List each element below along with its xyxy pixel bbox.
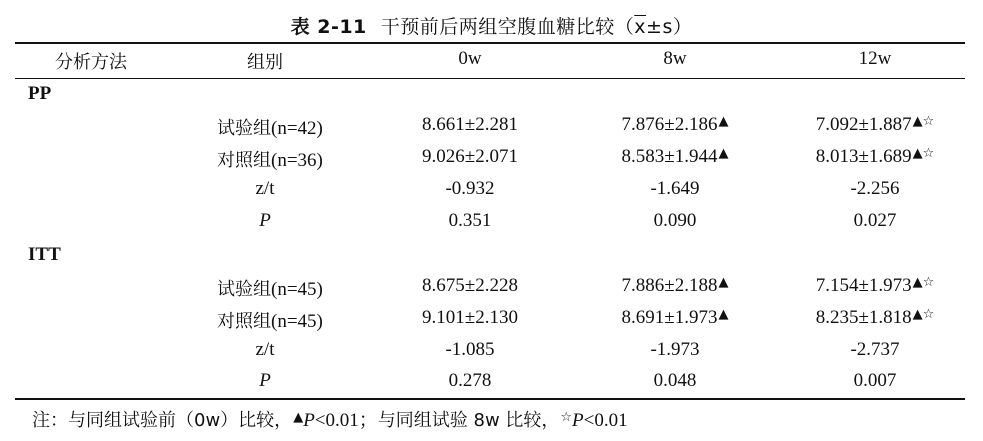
group-label [217, 146, 342, 172]
stat-label: P [259, 370, 271, 391]
table-row [15, 178, 965, 206]
group-name: 试验组 [217, 118, 271, 139]
group-n: (n=45) [271, 311, 323, 332]
top-rule [15, 42, 965, 44]
value-8w: 8.691±1.973 [621, 307, 718, 328]
header-rule [15, 78, 965, 79]
footnote-p2: P [572, 410, 584, 431]
bottom-rule [15, 398, 965, 400]
section-label-itt: ITT [28, 244, 61, 265]
footnote-cond1: <0.01； [314, 410, 378, 431]
triangle-star-mark-icon: ▲☆ [912, 114, 935, 129]
value-8w-wrap [622, 307, 729, 329]
value-8w: 0.048 [653, 370, 697, 391]
triangle-star-mark-icon: ▲☆ [912, 275, 935, 290]
group-label [217, 307, 342, 333]
value-12w-wrap [816, 275, 935, 297]
table-row [15, 307, 965, 335]
value-12w-wrap [816, 114, 935, 136]
group-n: (n=45) [271, 279, 323, 300]
value-12w: -2.256 [850, 178, 900, 199]
header-group: 组别 [247, 52, 283, 73]
table-number: 表 2-11 [290, 16, 367, 38]
triangle-star-mark-icon: ▲☆ [912, 146, 935, 161]
table-row [15, 370, 965, 398]
triangle-mark-icon: ▲ [718, 114, 729, 129]
triangle-star-mark-icon: ▲☆ [912, 307, 935, 322]
value-8w: -1.649 [650, 178, 700, 199]
value-12w: -2.737 [850, 339, 900, 360]
value-0w: -0.932 [445, 178, 495, 199]
value-0w: 9.101±2.130 [422, 307, 518, 328]
value-8w-wrap [622, 146, 729, 168]
table-row [15, 339, 965, 367]
group-label [217, 275, 342, 301]
value-0w: 8.661±2.281 [422, 114, 518, 135]
footnote-p1: P [303, 410, 315, 431]
table-title-prefix: 干预前后两组空腹血糖比较（ [380, 16, 635, 38]
stat-label: P [259, 210, 271, 231]
table-title [381, 16, 693, 38]
footnote-part2: 与同组试验 8w 比较， [377, 410, 560, 431]
star-mark-icon: ☆ [560, 410, 573, 425]
value-0w: 8.675±2.228 [422, 275, 518, 296]
value-12w: 7.154±1.973 [815, 275, 912, 296]
value-12w: 7.092±1.887 [815, 114, 912, 135]
table-row [15, 114, 965, 142]
value-0w: -1.085 [445, 339, 495, 360]
header-8w: 8w [663, 48, 687, 69]
value-8w: -1.973 [650, 339, 700, 360]
group-n: (n=36) [271, 150, 323, 171]
section-label-pp: PP [28, 83, 52, 104]
triangle-mark-icon: ▲ [293, 410, 304, 425]
header-12w: 12w [858, 48, 892, 69]
value-12w: 0.027 [853, 210, 897, 231]
table-title-suffix: ±s） [646, 16, 693, 38]
triangle-mark-icon: ▲ [718, 146, 729, 161]
value-8w: 8.583±1.944 [621, 146, 718, 167]
group-name: 对照组 [217, 311, 271, 332]
table-caption [0, 12, 983, 39]
group-name: 对照组 [217, 150, 271, 171]
stat-label: z/t [255, 178, 275, 199]
value-0w: 9.026±2.071 [422, 146, 518, 167]
triangle-mark-icon: ▲ [718, 275, 729, 290]
value-0w: 0.351 [448, 210, 492, 231]
footnote-cond2: <0.01 [583, 410, 628, 431]
value-8w: 7.876±2.186 [621, 114, 718, 135]
group-name: 试验组 [217, 279, 271, 300]
triangle-mark-icon: ▲ [718, 307, 729, 322]
group-n: (n=42) [271, 118, 323, 139]
table-row [15, 146, 965, 174]
value-12w-wrap [816, 307, 935, 329]
value-12w: 8.235±1.818 [815, 307, 912, 328]
header-method: 分析方法 [55, 52, 127, 73]
stat-label: z/t [255, 339, 275, 360]
header-0w: 0w [458, 48, 482, 69]
value-12w: 8.013±1.689 [815, 146, 912, 167]
value-0w: 0.278 [448, 370, 492, 391]
value-12w-wrap [816, 146, 935, 168]
table-row [15, 210, 965, 238]
table-footnote [32, 405, 628, 432]
footnote-part1: 注：与同组试验前（0w）比较， [32, 410, 293, 431]
group-label [217, 114, 342, 140]
table-title-xbar: $\overline{x}$ [634, 16, 647, 38]
value-8w-wrap [622, 114, 729, 136]
value-12w: 0.007 [853, 370, 897, 391]
value-8w-wrap [622, 275, 729, 297]
value-8w: 7.886±2.188 [621, 275, 718, 296]
value-8w: 0.090 [653, 210, 697, 231]
table-header [15, 48, 965, 74]
table-row [15, 275, 965, 303]
